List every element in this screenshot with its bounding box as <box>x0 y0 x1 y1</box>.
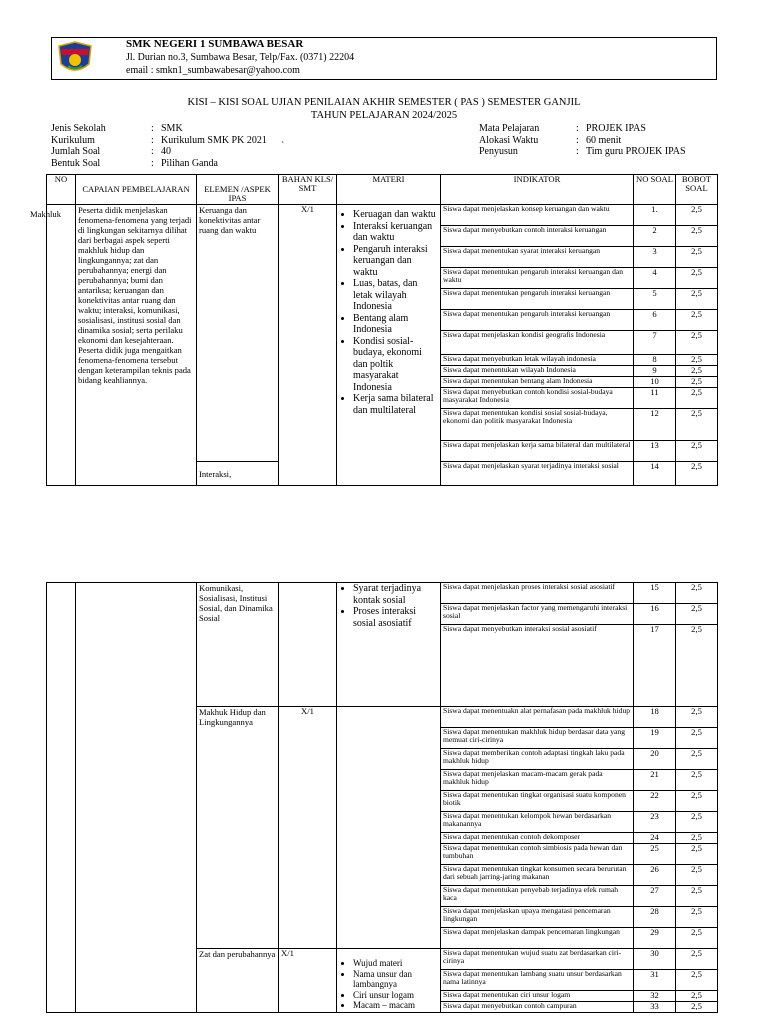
table-row: Siswa dapat menentukan pengaruh interaksi keruangan dan waktu 4 2,5 <box>47 268 718 289</box>
table-row: Peserta didik menjelaskan fenomena-fenomena yang terjadi di lingkungan sekitarnya dilihat dari berbagai aspek seperti makhluk hidup dan lingkungannya; zat dan perubahannya; energi dan perubahannya; bumi dan antariksa; keruangan dan konektivitas antar ruang dan waktu; interaksi, komunikasi, sosialisasi, institusi sosial dan dinamika sosial; serta perilaku ekonomi dan kesejahteraan. Peserta didik juga mengaitkan fenomena-fenomena tersebut dengan keterampilan teknis pada bidang keahliannya. Keruanga dan konektivitas antar ruang dan waktu X/1 • Keruagan dan waktu • Interaksi keruangan dan waktu • Pengaruh interaksi keruangan dan waktu • Luas, batas, dan letak wilayah Indonesia • Bentang alam Indonesia • Kondisi sosial-budaya, ekonomi dan poltik masyarakat Indonesia • Kerja sama bilateral dan multilateral Siswa dapat menjelaskan konsep keruangan dan waktu 1. 2,5 <box>47 205 718 226</box>
elemen-cell: Komunikasi, Sosialisasi, Institusi Sosial, dan Dinamika Sosial <box>197 583 279 707</box>
address-line: Jl. Durian no.3, Sumbawa Besar, Telp/Fax. (0371) 22204 <box>126 52 355 63</box>
doc-subtitle: TAHUN PELAJARAN 2024/2025 <box>310 110 458 121</box>
table-row: Siswa dapat menentukan lambang suatu unsur berdasarkan nama latinnya 31 2,5 <box>47 970 718 991</box>
elemen-cell: Zat dan perubahannya <box>197 949 279 1013</box>
table-row: Siswa dapat menentukan ciri unsur logam 32 2,5 <box>47 991 718 1002</box>
list-item: • Kerja sama bilateral dan multilateral <box>353 393 438 416</box>
col-capaian: CAPAIAN PEMBELAJARAN <box>76 175 197 205</box>
table-row: Siswa dapat menentukan makhluk hidup berdasar data yang memuat ciri-cirinya 19 2,5 <box>47 728 718 749</box>
kisi-table-1 <box>46 174 718 486</box>
list-item: • Proses interaksi sosial asosiatif <box>353 606 438 629</box>
table-row: Siswa dapat memberikan contoh adaptasi tingkah laku pada makhluk hidup 20 2,5 <box>47 749 718 770</box>
materi-cell <box>337 583 441 707</box>
table-row: Komunikasi, Sosialisasi, Institusi Sosial, dan Dinamika Sosial • Syarat terjadinya kontak sosial • Proses interaksi sosial asosiatif Siswa dapat menjelaskan proses interaksi sosial asosiatif 15 2,5 <box>47 583 718 604</box>
doc-title: KISI – KISI SOAL UJIAN PENILAIAN AKHIR SEMESTER ( PAS ) SEMESTER GANJIL <box>187 97 581 108</box>
list-item: • Interaksi keruangan dan waktu <box>353 221 438 244</box>
materi-cell <box>337 949 441 1013</box>
list-item: • Nama unsur dan lambangnya <box>353 969 438 990</box>
table-row: Siswa dapat menentukan pengaruh interaksi keruangan 5 2,5 <box>47 289 718 310</box>
list-item: • Luas, batas, dan letak wilayah Indonesia <box>353 278 438 313</box>
list-item: • Wujud materi <box>353 958 438 969</box>
capaian-cell: Peserta didik menjelaskan fenomena-fenomena yang terjadi di lingkungan sekitarnya dilihat dari berbagai aspek seperti makhluk hidup dan lingkungannya; zat dan perubahannya; energi dan perubahannya; bumi dan antariksa; keruangan dan konektivitas antar ruang dan waktu; interaksi, komunikasi, sosialisasi, institusi sosial dan dinamika sosial; serta perilaku ekonomi dan kesejahteraan. Peserta didik juga mengaitkan fenomena-fenomena tersebut dengan keterampilan teknis pada bidang keahliannya. <box>76 205 197 486</box>
table-row: Siswa dapat menentukan tingkat konsumen secara berurutan dari sebuah jarring-jaring makanan 26 2,5 <box>47 865 718 886</box>
table-row: Interaksi, Siswa dapat menjelaskan syarat terjadinya interaksi sosial 14 2,5 <box>47 462 718 486</box>
elemen-cell: Interaksi, <box>197 462 279 486</box>
list-item: • Bentang alam Indonesia <box>353 313 438 336</box>
list-item: • Keruagan dan waktu <box>353 209 438 221</box>
elemen-cell: Makhuk Hidup dan Lingkungannya <box>197 707 279 949</box>
col-materi: MATERI <box>337 175 441 205</box>
stray-mark: ` <box>281 141 285 152</box>
table-row: Siswa dapat menyebutkan interaksi sosial asosiatif 17 2,5 <box>47 625 718 707</box>
meta-left: Jenis Sekolah : SMK Kurikulum : Kurikulum SMK PK 2021 Jumlah Soal : 40 Bentuk Soal : Pilihan Ganda <box>51 123 267 169</box>
col-no: NO <box>47 175 76 205</box>
list-item: • Macam – macam <box>353 1000 438 1011</box>
school-address <box>126 51 354 77</box>
table-row: Siswa dapat menentukan kelompok hewan berdasarkan makanannya 23 2,5 <box>47 812 718 833</box>
table-row: Siswa dapat menentukan contoh simbiosis pada hewan dan tumbuhan 25 2,5 <box>47 844 718 865</box>
table-row: Siswa dapat menjelaskan kondisi geografis Indonesia 7 2,5 <box>47 331 718 355</box>
bahan-cell: X/1 <box>279 205 337 486</box>
table-row: Zat dan perubahannya X/1 • Wujud materi • Nama unsur dan lambangnya • Ciri unsur logam • Macam – macam Siswa dapat menentukan wujud suatu zat berdasarkan ciri-cirinya 30 2,5 <box>47 949 718 970</box>
table-row: Siswa dapat menjelaskan macam-macam gerak pada makhluk hidup 21 2,5 <box>47 770 718 791</box>
table-row: Makhuk Hidup dan Lingkungannya X/1 Siswa dapat menentuakn alat pernafasan pada makhluk hidup 18 2,5 <box>47 707 718 728</box>
list-item: • Pengaruh interaksi keruangan dan waktu <box>353 244 438 279</box>
table-row: Siswa dapat menyebutkan contoh interaksi keruangan 2 2,5 <box>47 226 718 247</box>
table-row: Siswa dapat menjelaskan kerja sama bilateral dan multilateral 13 2,5 <box>47 441 718 462</box>
table-row: Siswa dapat menyebutkan contoh kondisi sosial-budaya masyarakat Indonesia 11 2,5 <box>47 388 718 409</box>
table-row: Siswa dapat menyebutkan letak wilayah indonesia 8 2,5 <box>47 355 718 366</box>
bahan-cell: X/1 <box>279 949 337 1013</box>
table-row: Siswa dapat menentukan penyebab terjadinya efek rumah kaca 27 2,5 <box>47 886 718 907</box>
table-header-row <box>47 175 718 205</box>
table-row: Siswa dapat menentukan contoh dekomposer 24 2,5 <box>47 833 718 844</box>
school-name: SMK NEGERI 1 SUMBAWA BESAR <box>126 38 304 50</box>
meta-right: Mata Pelajaran : PROJEK IPAS Alokasi Waktu : 60 menit Penyusun : Tim guru PROJEK IPAS <box>479 123 686 157</box>
table-row: Siswa dapat menentukan bentang alam Indonesia 10 2,5 <box>47 377 718 388</box>
table-row: Siswa dapat menjelaskan upaya mengatasi pencemaran lingkungan 28 2,5 <box>47 907 718 928</box>
table-row: Siswa dapat menentukan tingkat organisasi suatu komponen biotik 22 2,5 <box>47 791 718 812</box>
col-no-soal: NO SOAL <box>634 175 676 205</box>
list-item: • Ciri unsur logam <box>353 990 438 1001</box>
col-elemen: ELEMEN /ASPEK IPAS <box>197 175 279 205</box>
list-item: • Kondisi sosial-budaya, ekonomi dan poltik masyarakat Indonesia <box>353 336 438 394</box>
table-row: Siswa dapat menentukan kondisi sosial sosial-budaya, ekonomi dan politik masyarakat Indonesia 12 2,5 <box>47 409 718 441</box>
table-row: Siswa dapat menjelaskan dampak pencemaran lingkungan 29 2,5 <box>47 928 718 949</box>
kisi-table-2 <box>46 582 718 1013</box>
row-label: Makhluk <box>30 209 62 219</box>
table-row: Siswa dapat menentukan syarat interaksi keruangan 3 2,5 <box>47 247 718 268</box>
col-bobot: BOBOT SOAL <box>676 175 718 205</box>
col-bahan: BAHAN KLS/ SMT <box>279 175 337 205</box>
email-line: email : smkn1_sumbawabesar@yahoo.com <box>126 65 300 76</box>
table-row: Siswa dapat menyebutkan contoh campuran 33 2,5 <box>47 1002 718 1013</box>
bahan-cell: X/1 <box>279 707 337 949</box>
table-row: Siswa dapat menjelaskan factor yang memengaruhi interaksi sosial 16 2,5 <box>47 604 718 625</box>
table-row: Siswa dapat menentukan wilayah Indonesia 9 2,5 <box>47 366 718 377</box>
table-row: Siswa dapat menentukan pengaruh interaksi keruangan 6 2,5 <box>47 310 718 331</box>
school-logo-icon <box>55 40 95 77</box>
list-item: • Syarat terjadinya kontak sosial <box>353 583 438 606</box>
elemen-cell: Keruanga dan konektivitas antar ruang dan waktu <box>197 205 279 462</box>
materi-cell <box>337 205 441 486</box>
col-indikator: INDIKATOR <box>441 175 634 205</box>
